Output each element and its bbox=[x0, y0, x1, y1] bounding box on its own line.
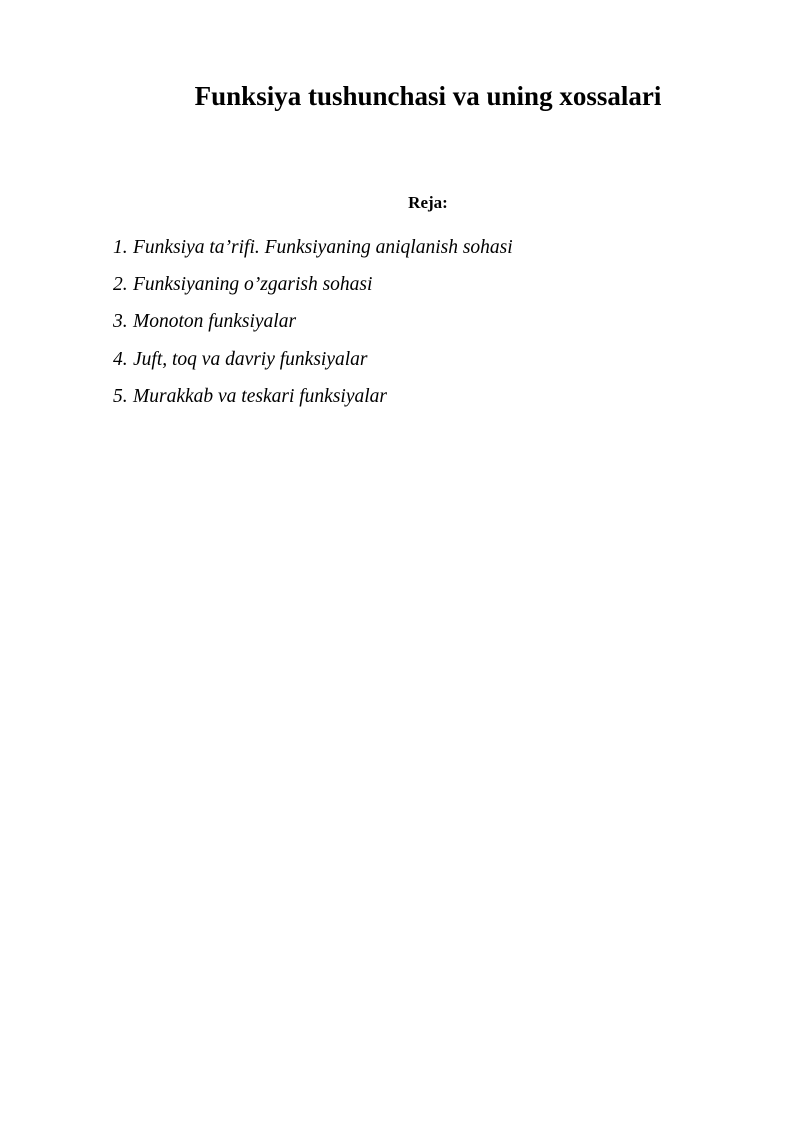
plan-list bbox=[113, 234, 513, 420]
plan-item bbox=[113, 308, 513, 345]
plan-item-number: 3. bbox=[113, 311, 128, 333]
document-title: Funksiya tushunchasi va uning xossalari bbox=[194, 81, 662, 111]
plan-item-number: 4. bbox=[113, 348, 128, 370]
plan-item bbox=[113, 383, 513, 420]
plan-item bbox=[113, 271, 513, 308]
plan-item-number: 2. bbox=[113, 274, 128, 296]
plan-item-text: Juft, toq va davriy funksiyalar bbox=[133, 348, 368, 370]
plan-item bbox=[113, 234, 513, 271]
plan-item-text: Funksiya ta’rifi. Funksiyaning aniqlanish sohasi bbox=[133, 237, 513, 258]
plan-item bbox=[113, 346, 513, 383]
plan-item-text: Monoton funksiyalar bbox=[133, 311, 297, 333]
plan-item-text: Murakkab va teskari funksiyalar bbox=[133, 385, 387, 407]
plan-item-text: Funksiyaning o’zgarish sohasi bbox=[133, 274, 373, 296]
plan-item-number: 1. bbox=[113, 237, 128, 258]
plan-item-number: 5. bbox=[113, 385, 128, 407]
plan-heading: Reja: bbox=[408, 193, 448, 212]
